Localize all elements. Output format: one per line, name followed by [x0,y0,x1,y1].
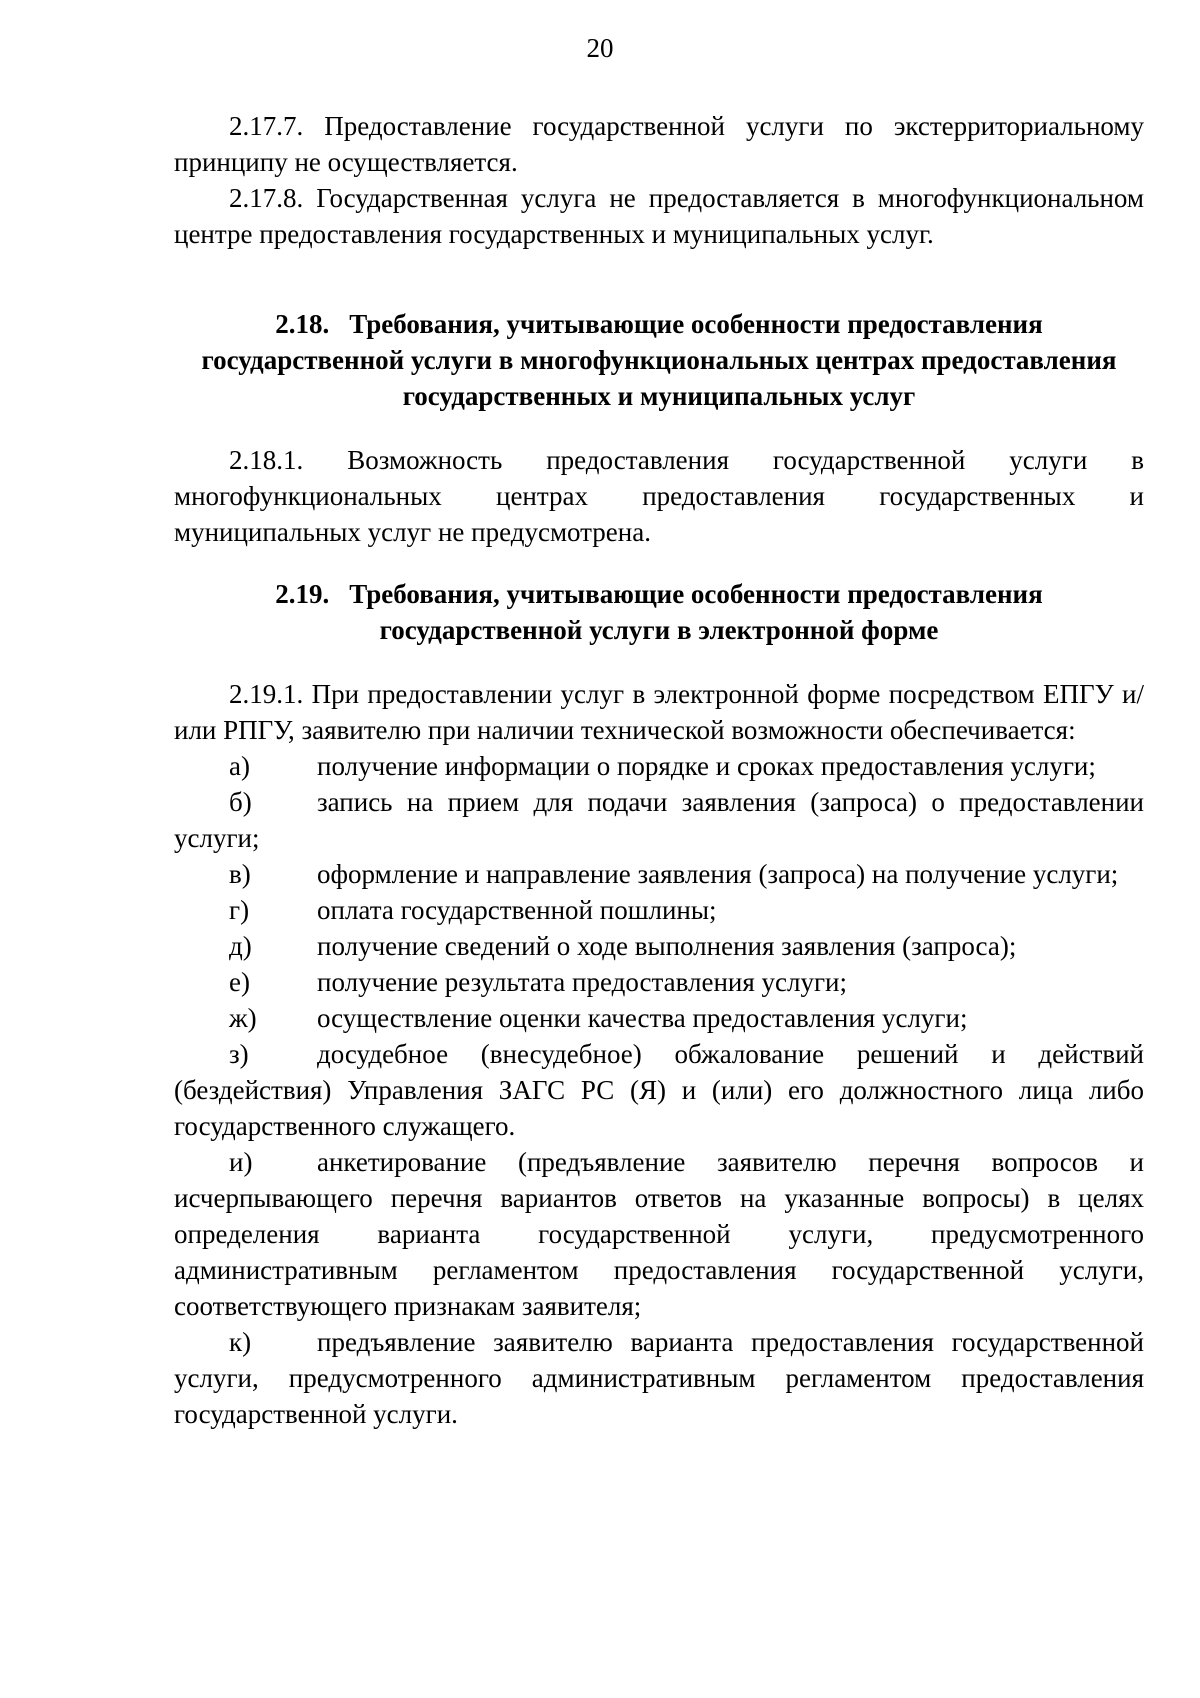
paragraph-2-19-1 [174,676,1144,748]
list-item-text: досудебное (внесудебное) обжалование решений и действий (бездействия) Управления ЗАГС РС (Я) и (или) его должностного лица либо государственного служащего. [174,1039,1144,1141]
list-item-text: осуществление оценки качества предоставления услуги; [317,1003,968,1033]
clause-number: 2.17.7. [229,111,304,141]
heading-text: Требования, учитывающие особенности предоставления [349,579,1043,609]
list-marker: ж) [229,1003,257,1033]
list-item [174,1036,1144,1144]
list-item [174,1144,1144,1324]
list-item-text: получение сведений о ходе выполнения заявления (запроса); [317,931,1017,961]
clause-text: Государственная услуга не предоставляется в многофункциональном центре предоставления государственных и муниципальных услуг. [174,183,1144,249]
list-item [174,784,1144,856]
heading-number: 2.18. [275,309,330,339]
list-item [174,928,1144,964]
heading-2-19 [174,576,1144,648]
paragraph-2-18-1 [174,442,1144,550]
section-2-17-tail [174,108,1144,252]
list-item [174,1000,1144,1036]
clause-text: При предоставлении услуг в электронной форме посредством ЕПГУ и/или РПГУ, заявителю при наличии технической возможности обеспечивается: [174,679,1144,745]
paragraph-2-17-7 [174,108,1144,180]
list-item-text: оплата государственной пошлины; [317,895,717,925]
list-item-text: запись на прием для подачи заявления (запроса) о предоставлении услуги; [174,787,1144,853]
list-item-text: анкетирование (предъявление заявителю перечня вопросов и исчерпывающего перечня вариантов ответов на указанные вопросы) в целях определения варианта государственной услуги, предусмотренного административным регламентом предоставления государственной услуги, соответствующего признакам заявителя; [174,1147,1144,1321]
heading-2-18-line-1 [174,306,1144,342]
clause-text: Предоставление государственной услуги по экстерриториальному принципу не осуществляется. [174,111,1144,177]
heading-text: Требования, учитывающие особенности предоставления [349,309,1043,339]
list-marker: е) [229,967,250,997]
clause-text: Возможность предоставления государственной услуги в многофункциональных центрах предоставления государственных и муниципальных услуг не предусмотрена. [174,445,1144,547]
page-number: 20 [586,33,614,63]
list-marker: г) [229,895,250,925]
heading-2-19-line-2: государственной услуги в электронной форме [379,615,939,645]
list-marker: к) [229,1327,252,1357]
list-marker: и) [229,1147,253,1177]
list-marker: з) [229,1039,249,1069]
list-item [174,892,1144,928]
list-marker: б) [229,787,252,817]
clause-number: 2.19.1. [229,679,304,709]
list-item-text: оформление и направление заявления (запроса) на получение услуги; [317,859,1119,889]
clause-number: 2.17.8. [229,183,304,213]
list-item-text: предъявление заявителю варианта предоставления государственной услуги, предусмотренного административным регламентом предоставления государственной услуги. [174,1327,1144,1429]
list-item-text: получение информации о порядке и сроках предоставления услуги; [317,751,1096,781]
paragraph-2-17-8 [174,180,1144,252]
list-item-text: получение результата предоставления услуги; [317,967,848,997]
list-item [174,964,1144,1000]
list-item [174,1324,1144,1432]
heading-number: 2.19. [275,579,330,609]
heading-2-18-line-3: государственных и муниципальных услуг [402,381,916,411]
heading-2-18 [174,306,1144,414]
clause-number: 2.18.1. [229,445,304,475]
heading-2-18-line-2: государственной услуги в многофункциональных центрах предоставления [201,345,1117,375]
list-marker: в) [229,859,251,889]
list-marker: д) [229,931,252,961]
list-marker: а) [229,751,250,781]
heading-2-19-line-1 [174,576,1144,612]
section-2-18-body [174,442,1144,550]
list-item [174,856,1144,892]
section-2-19-body [174,676,1144,1432]
list-item [174,748,1144,784]
